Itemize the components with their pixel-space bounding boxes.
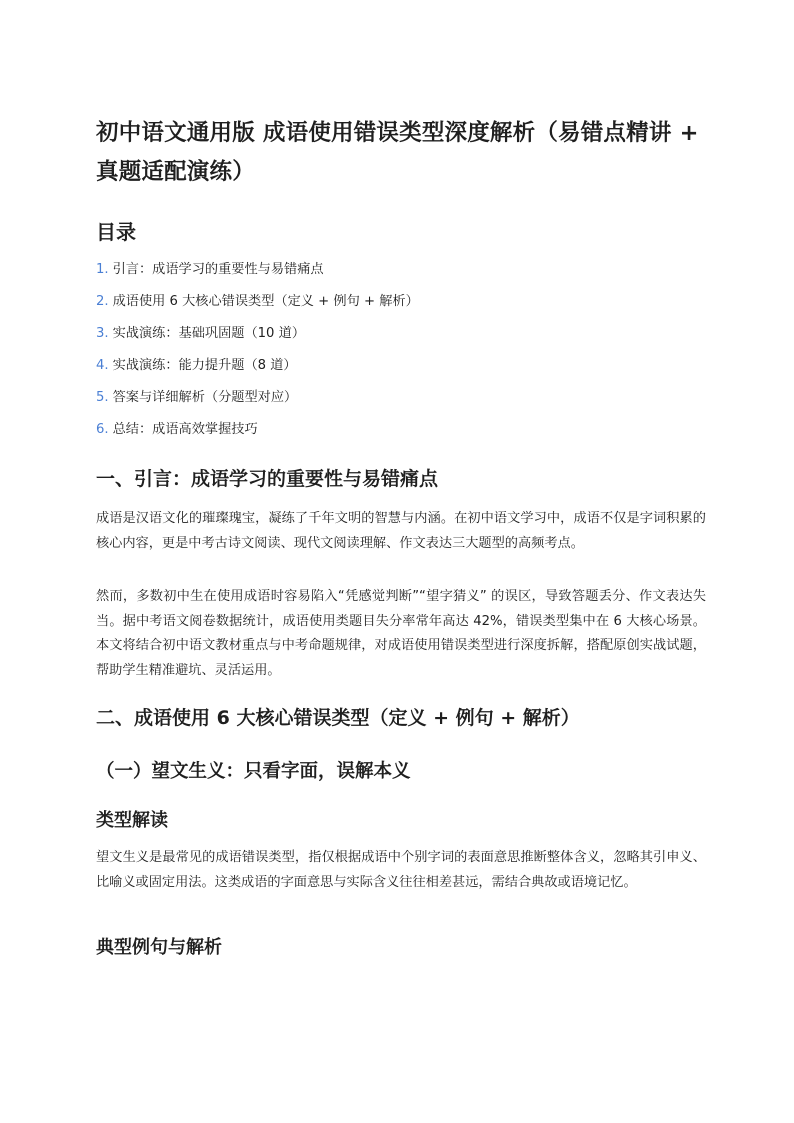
section-2-heading: 二、成语使用 6 大核心错误类型（定义 + 例句 + 解析） <box>96 707 580 729</box>
toc-item-3[interactable] <box>96 318 419 350</box>
toc-item-6[interactable] <box>96 414 419 446</box>
section-1-paragraph-1: 成语是汉语文化的璀璨瑰宝，凝练了千年文明的智慧与内涵。在初中语文学习中，成语不仅是字词积累的核心内容，更是中考古诗文阅读、现代文阅读理解、作文表达三大题型的高频考点。 <box>96 511 706 551</box>
toc-item-number: 3. <box>96 326 109 341</box>
document-title: 初中语文通用版 成语使用错误类型深度解析（易错点精讲 + 真题适配演练） <box>96 120 699 185</box>
subsection-1-heading: （一）望文生义：只看字面，误解本义 <box>96 761 411 782</box>
toc-item-label: 实战演练：能力提升题（8 道） <box>112 358 297 373</box>
example-heading: 典型例句与解析 <box>96 937 222 958</box>
section-1-heading: 一、引言：成语学习的重要性与易错痛点 <box>96 468 439 490</box>
toc-item-label: 成语使用 6 大核心错误类型（定义 + 例句 + 解析） <box>112 294 419 309</box>
toc-heading: 目录 <box>96 220 136 244</box>
toc-item-number: 1. <box>96 262 109 277</box>
toc-item-number: 5. <box>96 390 109 405</box>
toc-item-number: 2. <box>96 294 109 309</box>
toc-item-label: 实战演练：基础巩固题（10 道） <box>112 326 306 341</box>
toc-item-number: 6. <box>96 422 109 437</box>
toc-item-5[interactable] <box>96 382 419 414</box>
toc-item-1[interactable] <box>96 254 419 286</box>
toc-item-2[interactable] <box>96 286 419 318</box>
toc-item-label: 引言：成语学习的重要性与易错痛点 <box>112 262 324 277</box>
toc-item-label: 总结：成语高效掌握技巧 <box>112 422 258 437</box>
section-1-paragraph-2: 然而，多数初中生在使用成语时容易陷入“凭感觉判断”“望字猜义” 的误区，导致答题丢分、作文表达失当。据中考语文阅卷数据统计，成语使用类题目失分率常年高达 42%，错误类型集中在 6 大核心场景。本文将结合初中语文教材重点与中考命题规律，对成语使用错误类型进行深度拆解，搭配原创实战试题，帮助学生精准避坑、灵活运用。 <box>96 589 706 678</box>
table-of-contents <box>96 254 419 446</box>
type-reading-heading: 类型解读 <box>96 810 168 831</box>
toc-item-4[interactable] <box>96 350 419 382</box>
type-reading-paragraph: 望文生义是最常见的成语错误类型，指仅根据成语中个别字词的表面意思推断整体含义，忽略其引申义、比喻义或固定用法。这类成语的字面意思与实际含义往往相差甚远，需结合典故或语境记忆。 <box>96 850 706 890</box>
toc-item-number: 4. <box>96 358 109 373</box>
toc-item-label: 答案与详细解析（分题型对应） <box>112 390 298 405</box>
